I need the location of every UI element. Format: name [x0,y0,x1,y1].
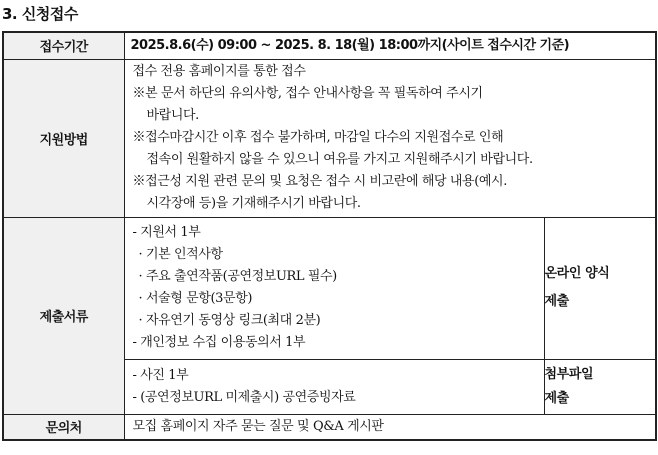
document-item: - 사진 1부 [132,367,189,383]
attachment-type-text: 제출 [544,390,569,406]
online-type-text: 온라인 양식 [544,266,610,281]
application-table [2,31,657,441]
document-item: - 개인정보 수집 이용동의서 1부 [132,335,306,350]
document-subitem: · 서술형 문항(3문항) [138,291,253,306]
attachment-items-cell [124,359,544,414]
document-item: - (공연정보URL 미제출시) 공연증빙자료 [132,389,356,405]
attachment-type-cell [544,359,656,414]
method-line: 접속이 원활하지 않을 수 있으니 여유를 가지고 지원해주시기 바랍니다. [146,152,533,167]
method-line: ※접수마감시간 이후 접수 불가하며, 마감일 다수의 지원접수로 인해 [132,130,504,145]
section-title: 3. 신청접수 [2,5,78,23]
document-item: - 지원서 1부 [132,225,201,240]
online-type-cell [544,217,656,359]
contact-row [3,414,656,440]
method-line: 접수 전용 홈페이지를 통한 접수 [132,64,306,79]
method-line: ※접근성 지원 관련 문의 및 요청은 접수 시 비고란에 해당 내용(예시. [132,174,507,189]
attachment-type-text: 첨부파일 [544,366,594,382]
period-value: 2025.8.6(수) 09:00 ~ 2025. 8. 18(월) 18:00까지(사이트 접수시간 기준) [130,37,570,53]
period-cell [124,32,656,59]
method-line: 시각장애 등)을 기재해주시기 바랍니다. [146,196,361,211]
method-cell [124,59,656,217]
period-row [3,32,656,59]
document-subitem: · 자유연기 동영상 링크(최대 2분) [138,313,321,328]
document-subitem: · 주요 출연작품(공연정보URL 필수) [138,269,337,284]
document-subitem: · 기본 인적사항 [138,247,223,262]
documents-online-row [3,217,656,359]
period-label: 접수기간 [3,32,124,59]
contact-cell [124,414,656,440]
method-line: 바랍니다. [146,108,199,123]
contact-label: 문의처 [3,414,124,440]
method-label: 지원방법 [3,59,124,217]
method-row [3,59,656,217]
online-type-text: 제출 [544,294,569,309]
method-line: ※본 문서 하단의 유의사항, 접수 안내사항을 꼭 필독하여 주시기 [132,86,483,101]
documents-label: 제출서류 [3,217,124,414]
contact-value: 모집 홈페이지 자주 묻는 질문 및 Q&A 게시판 [132,418,384,434]
online-items-cell [124,217,544,359]
